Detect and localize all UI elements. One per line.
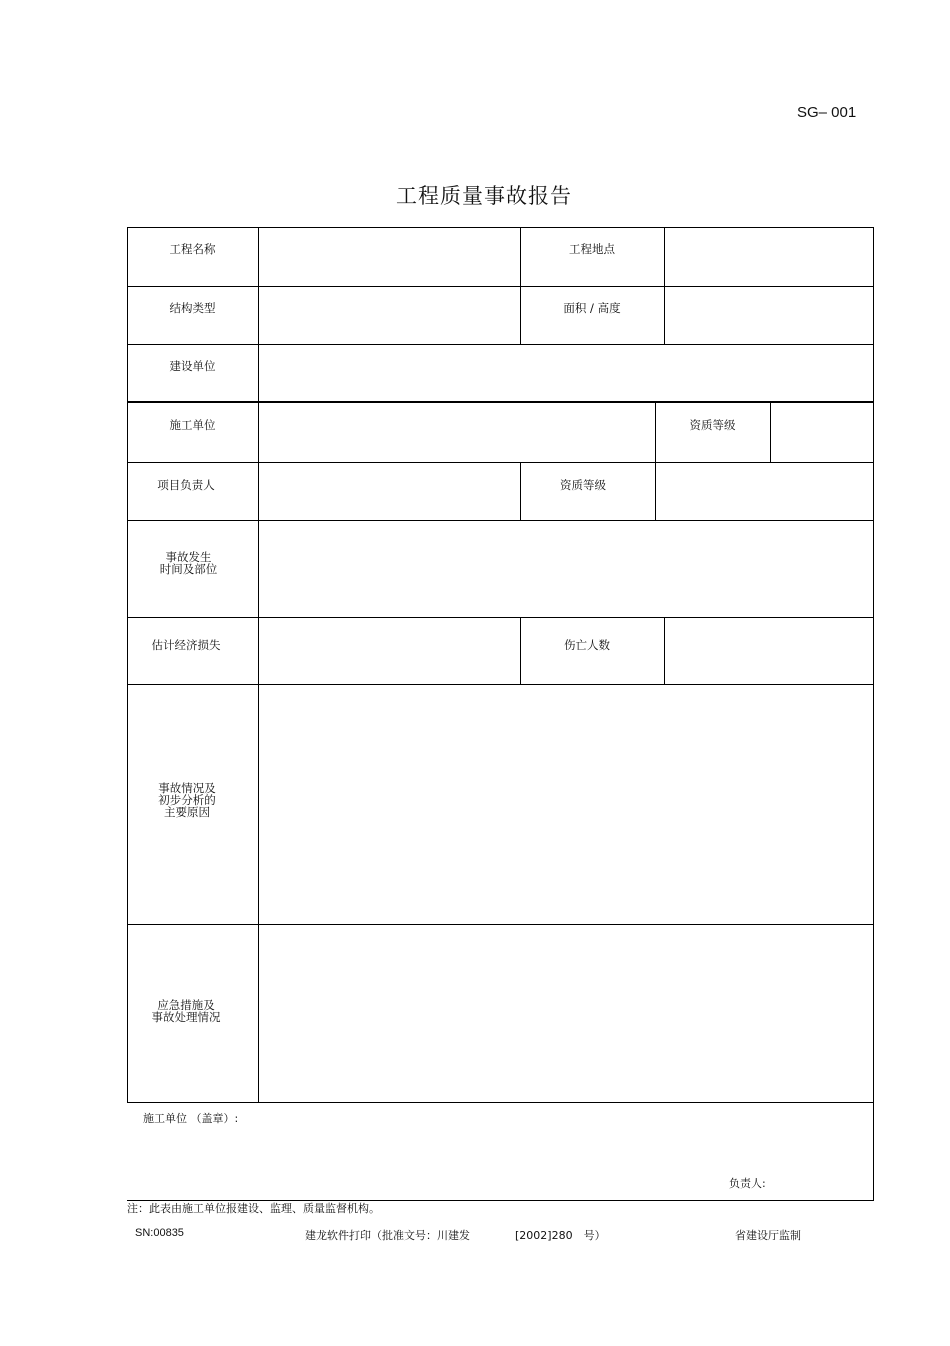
supervisor-info: 省建设厅监制 (735, 1229, 801, 1242)
field-project-location[interactable] (665, 228, 872, 285)
field-economic-loss[interactable] (259, 618, 519, 683)
field-contractor[interactable] (259, 404, 654, 461)
label-project-name: 工程名称 (169, 242, 216, 256)
label-qualification-1: 资质等级 (689, 418, 736, 432)
label-casualties: 伤亡人数 (564, 638, 610, 652)
responsible-person-label: 负责人: (729, 1177, 766, 1190)
page-title: 工程质量事故报告 (396, 184, 572, 208)
field-structure-type[interactable] (259, 287, 519, 343)
field-qualification-2[interactable] (656, 463, 872, 519)
field-situation-analysis[interactable] (259, 685, 872, 923)
field-qualification-1[interactable] (771, 404, 872, 461)
field-time-place[interactable] (259, 521, 872, 616)
label-project-manager: 项目负责人 (157, 478, 215, 492)
field-builder[interactable] (259, 345, 872, 400)
label-economic-loss: 估计经济损失 (151, 638, 221, 652)
software-print-info: 建龙软件打印（批准文号：川建发 (305, 1229, 470, 1242)
field-casualties[interactable] (665, 618, 872, 683)
approval-number: [2002]280 号） (515, 1229, 606, 1242)
label-area-height: 面积 / 高度 (563, 301, 621, 315)
label-time-place: 事故发生 时间及部位 (159, 550, 218, 576)
label-qualification-2: 资质等级 (560, 478, 606, 492)
serial-number: SN:00835 (135, 1227, 184, 1239)
footer-note: 注：此表由施工单位报建设、监理、质量监督机构。 (127, 1202, 380, 1215)
field-project-manager[interactable] (259, 463, 519, 519)
label-project-location: 工程地点 (569, 242, 615, 256)
contractor-seal-label: 施工单位 （盖章）: (143, 1112, 239, 1125)
label-situation-analysis: 事故情况及 初步分析的 主要原因 (158, 781, 216, 819)
document-code: SG– 001 (797, 104, 857, 121)
field-emergency-measures[interactable] (259, 925, 872, 1101)
label-structure-type: 结构类型 (169, 301, 216, 315)
label-emergency-measures: 应急措施及 事故处理情况 (151, 998, 221, 1024)
label-builder: 建设单位 (169, 359, 216, 373)
field-project-name[interactable] (259, 228, 519, 285)
field-area-height[interactable] (665, 287, 872, 343)
label-contractor: 施工单位 (169, 418, 216, 432)
